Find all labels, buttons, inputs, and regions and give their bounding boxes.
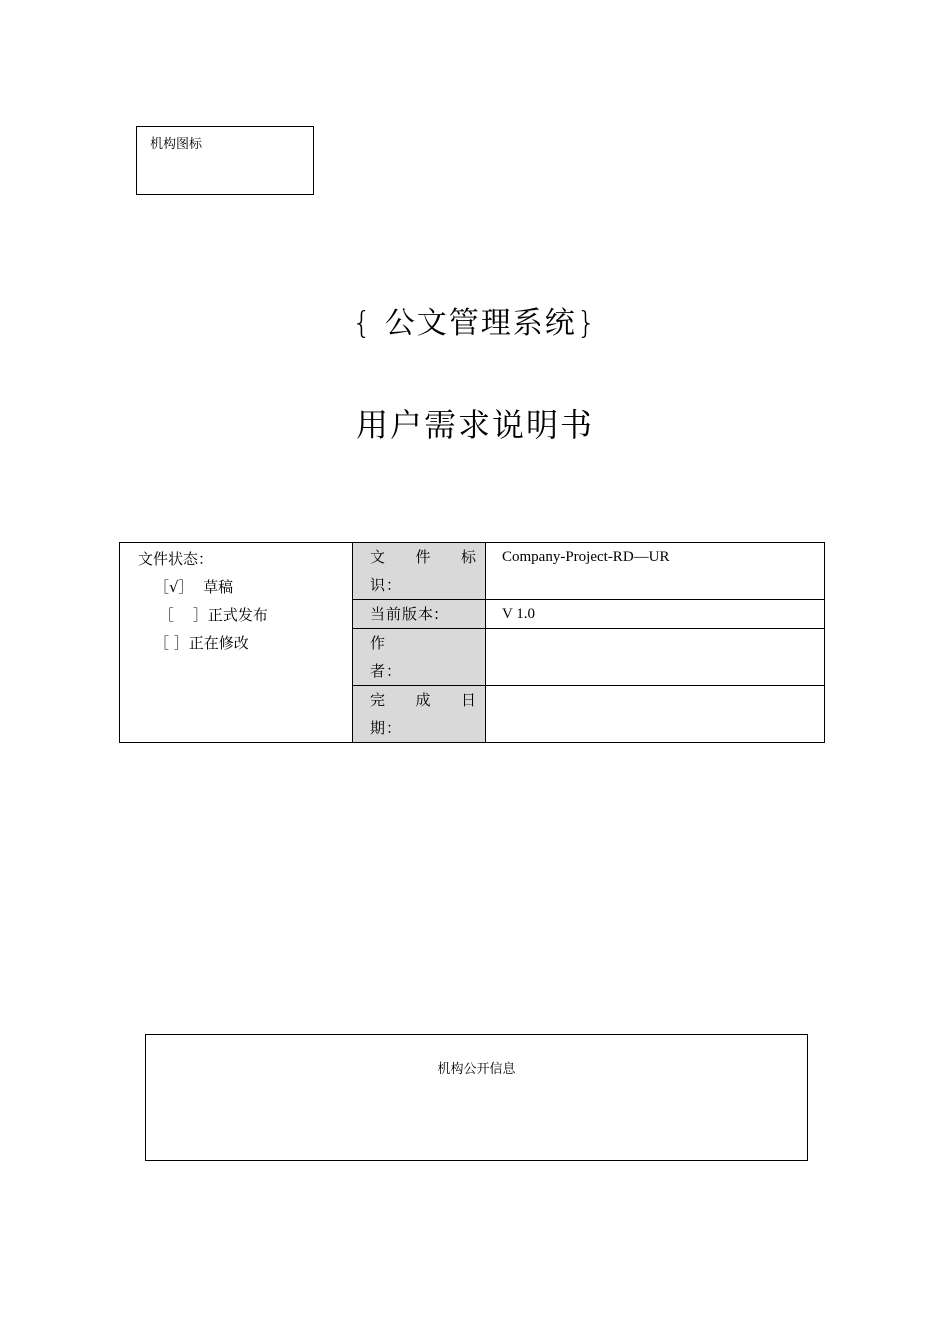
system-title: { 公文管理系统} bbox=[352, 306, 598, 341]
status-option-modifying: ［ ］正在修改 bbox=[154, 634, 249, 652]
logo-placeholder-label: 机构图标 bbox=[150, 137, 203, 152]
author-label-char: 作 bbox=[370, 634, 387, 652]
file-status-heading: 文件状态： bbox=[138, 550, 214, 568]
organization-logo-box bbox=[136, 126, 314, 195]
doc-id-label-char: 标 bbox=[460, 548, 477, 566]
author-label bbox=[353, 629, 486, 686]
doc-id-label bbox=[353, 543, 486, 600]
public-info-label: 机构公开信息 bbox=[437, 1062, 516, 1077]
doc-id-value: Company-Project-RD—UR bbox=[486, 543, 825, 600]
completion-date-label bbox=[353, 686, 486, 743]
doc-id-label-suffix: 识： bbox=[370, 576, 403, 594]
date-label-char: 完 bbox=[370, 691, 387, 709]
document-title: 用户需求说明书 bbox=[355, 406, 594, 444]
author-value bbox=[486, 629, 825, 686]
completion-date-value bbox=[486, 686, 825, 743]
doc-id-label-char: 件 bbox=[415, 548, 432, 566]
document-info-table bbox=[119, 542, 825, 743]
organization-public-info-box bbox=[145, 1034, 808, 1161]
status-option-draft: ［√］ 草稿 bbox=[154, 578, 234, 596]
date-label-suffix: 期： bbox=[370, 719, 403, 737]
date-label-char: 成 bbox=[415, 691, 432, 709]
date-label-char: 日 bbox=[460, 691, 477, 709]
file-status-cell bbox=[120, 543, 353, 743]
author-label-suffix: 者： bbox=[370, 662, 403, 680]
version-label: 当前版本: bbox=[353, 600, 486, 629]
version-value: V 1.0 bbox=[486, 600, 825, 629]
status-option-published: ［ ］正式发布 bbox=[154, 606, 268, 624]
doc-id-label-char: 文 bbox=[370, 548, 387, 566]
